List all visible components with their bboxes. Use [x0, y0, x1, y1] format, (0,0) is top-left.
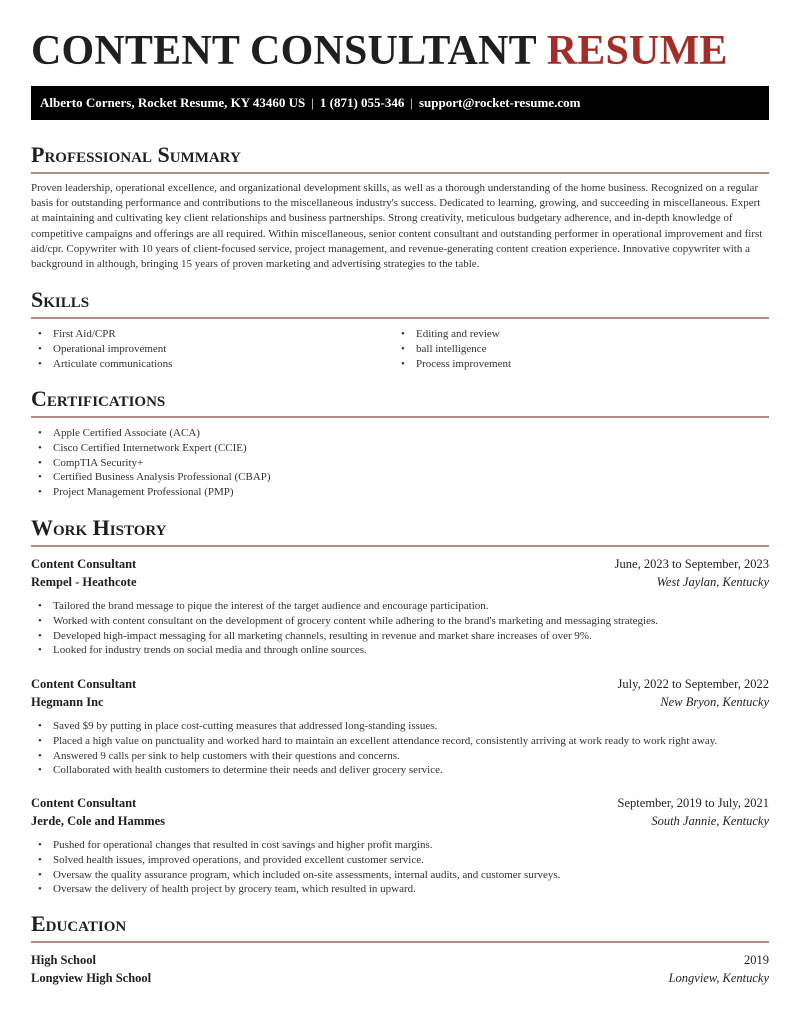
job-dates: June, 2023 to September, 2023 [614, 557, 769, 571]
job-bullet: • Oversaw the quality assurance program, which included on-site assessments, internal audits, and customer surveys. [31, 868, 769, 883]
section-heading-certifications: Certifications [31, 386, 769, 418]
job-bullets [31, 599, 769, 658]
job-bullet: • Looked for industry trends on social media and through online sources. [31, 643, 769, 658]
certification-item: • Cisco Certified Internetwork Expert (CCIE) [31, 441, 769, 456]
job-bullet: • Pushed for operational changes that resulted in cost savings and higher profit margins. [31, 838, 769, 853]
contact-separator: | [311, 95, 314, 110]
skills-list-left [31, 327, 391, 371]
skill-item: • Operational improvement [31, 342, 391, 357]
job-bullet: • Developed high-impact messaging for all marketing channels, resulting in revenue and market share increases of over 9%. [31, 629, 769, 644]
contact-separator: | [410, 95, 413, 110]
job-bullet: • Answered 9 calls per sink to help customers with their questions and concerns. [31, 749, 769, 764]
job-entry [31, 794, 769, 897]
skill-item: • ball intelligence [394, 342, 754, 357]
section-heading-work-history: Work History [31, 515, 769, 547]
skill-item: • Editing and review [394, 327, 754, 342]
contact-email[interactable]: support@rocket-resume.com [418, 95, 581, 110]
summary-text: Proven leadership, operational excellence, and organizational development skills, as well as a thorough understanding of the home business. Recognized on a regular basis for outstanding performance and contributions to the miscellaneous industry's success. Dedicated to learning, growing, and succeeding in miscellaneous. Expert at maintaining and cultivating key client relationships and business partnerships. Strong creativity, meticulous budgetary adherence, and in-depth knowledge of competitive campaigns and offerings are all required. Within miscellaneous, senior content consultant and outstanding performer in operational improvement and first aid/cpr. Copywriter with 10 years of client-focused service, project management, and revenue-generating content creation experience. Innovative copywriter with a background in although, bringing 15 years of proven marketing and advertising strategies to the table. [31, 182, 763, 271]
job-company: Jerde, Cole and Hammes [31, 814, 166, 828]
job-title: Content Consultant [31, 796, 137, 810]
job-company: Hegmann Inc [31, 695, 104, 709]
job-bullet: • Collaborated with health customers to determine their needs and deliver grocery service. [31, 763, 769, 778]
job-title: Content Consultant [31, 557, 137, 571]
education-degree: High School [31, 953, 96, 967]
job-bullet: • Worked with content consultant on the development of grocery content while adhering to the brand's marketing and messaging strategies. [31, 614, 769, 629]
job-location: South Jannie, Kentucky [651, 814, 769, 828]
job-dates: September, 2019 to July, 2021 [617, 796, 769, 810]
title-accent: RESUME [546, 28, 728, 74]
contact-phone: 1 (871) 055-346 [319, 95, 405, 110]
skill-item: • Articulate communications [31, 357, 391, 372]
job-dates: July, 2022 to September, 2022 [617, 677, 769, 691]
contact-bar [31, 86, 769, 120]
education-school: Longview High School [31, 971, 152, 985]
job-entry [31, 555, 769, 658]
job-entry [31, 675, 769, 778]
job-bullet: • Saved $9 by putting in place cost-cutting measures that addressed long-standing issues. [31, 719, 769, 734]
section-heading-skills: Skills [31, 287, 769, 319]
job-bullets [31, 838, 769, 897]
skill-item: • Process improvement [394, 357, 754, 372]
title-main: CONTENT CONSULTANT [31, 28, 537, 74]
section-heading-education: Education [31, 911, 769, 943]
skill-item: • First Aid/CPR [31, 327, 391, 342]
job-company: Rempel - Heathcote [31, 575, 137, 589]
education-entry [31, 951, 769, 987]
education-year: 2019 [744, 953, 769, 967]
job-bullet: • Tailored the brand message to pique the interest of the target audience and encourage participation. [31, 599, 769, 614]
certifications-list [31, 426, 769, 500]
job-location: New Bryon, Kentucky [660, 695, 769, 709]
section-heading-summary: Professional Summary [31, 142, 769, 174]
job-title: Content Consultant [31, 677, 137, 691]
job-bullet: • Solved health issues, improved operations, and provided excellent customer service. [31, 853, 769, 868]
job-location: West Jaylan, Kentucky [656, 575, 769, 589]
job-bullet: • Oversaw the delivery of health project by grocery team, which resulted in upward. [31, 882, 769, 897]
education-location: Longview, Kentucky [668, 971, 769, 985]
job-bullet: • Placed a high value on punctuality and worked hard to maintain an excellent attendance record, consistently arriving at work ready to work right away. [31, 734, 769, 749]
certification-item: • Certified Business Analysis Professional (CBAP) [31, 470, 769, 485]
certification-item: • CompTIA Security+ [31, 456, 769, 471]
job-bullets [31, 719, 769, 778]
contact-address: Alberto Corners, Rocket Resume, KY 43460 US [40, 95, 306, 110]
certification-item: • Apple Certified Associate (ACA) [31, 426, 769, 441]
certification-item: • Project Management Professional (PMP) [31, 485, 769, 500]
resume-title [31, 28, 728, 74]
skills-list-right [394, 327, 754, 371]
